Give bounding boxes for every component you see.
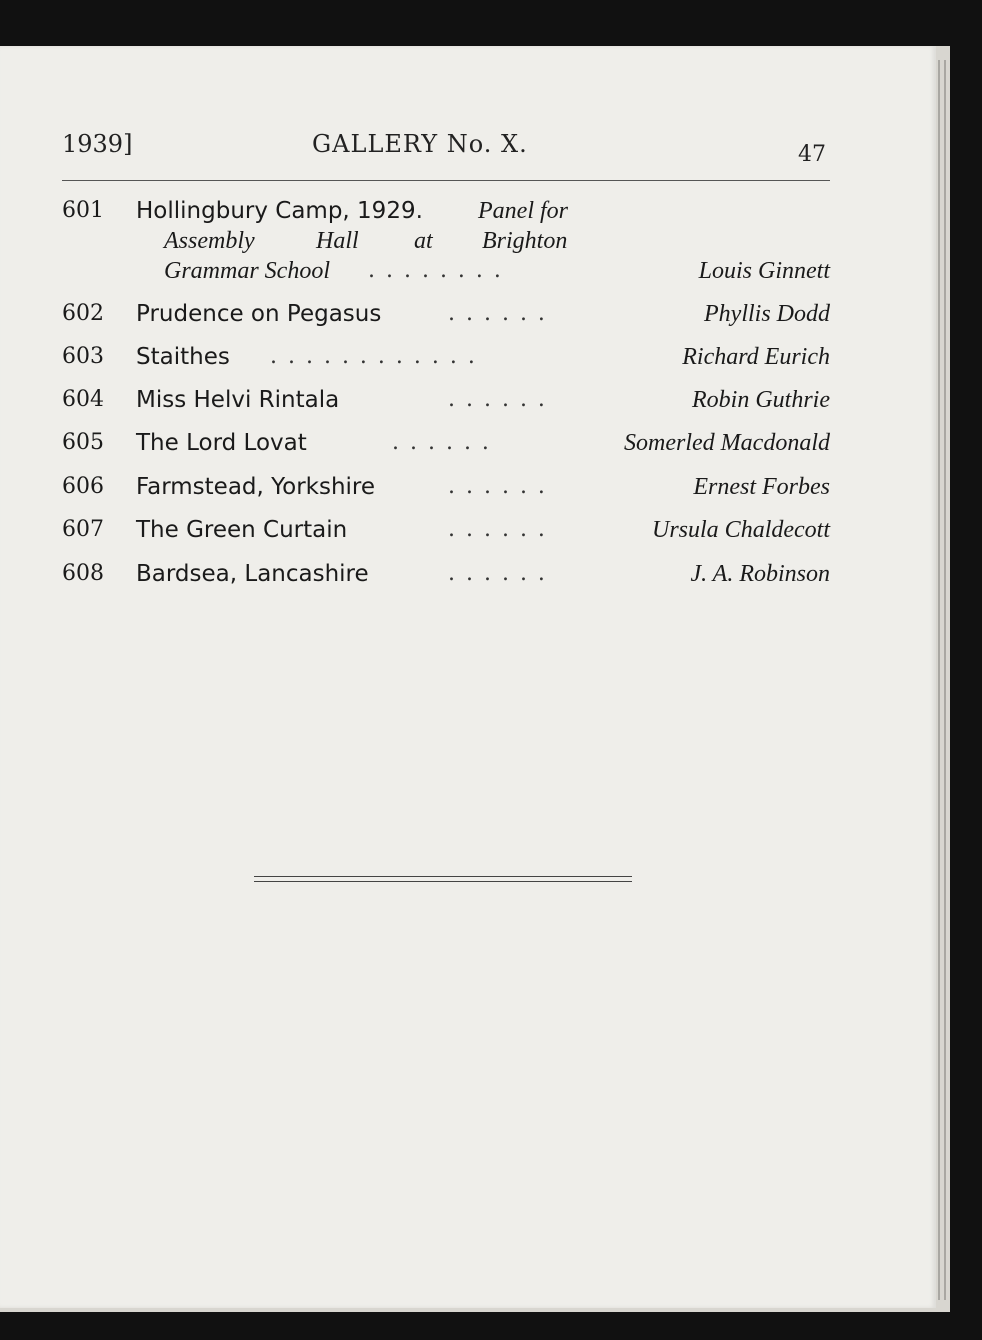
leader-dots: . . . . . . [448, 517, 547, 542]
leader-dots: . . . . . . [448, 387, 547, 412]
entry-number: 606 [62, 474, 104, 499]
entry-title: Staithes [136, 344, 230, 370]
entry-note: at [414, 228, 433, 254]
entry-number: 608 [62, 561, 104, 586]
entry-note: Panel for [478, 198, 568, 224]
entry-title: Hollingbury Camp, 1929. [136, 198, 423, 224]
entry-number: 607 [62, 517, 104, 542]
leader-dots: . . . . . . [448, 561, 547, 586]
page-title: GALLERY No. X. [312, 130, 528, 158]
entry-artist: Ursula Chaldecott [652, 517, 830, 543]
entry-number: 605 [62, 430, 104, 455]
entry-number: 603 [62, 344, 104, 369]
entry-artist: J. A. Robinson [690, 561, 830, 587]
entry-artist: Robin Guthrie [692, 387, 830, 413]
entry-title: Farmstead, Yorkshire [136, 474, 376, 500]
entry-artist: Richard Eurich [682, 344, 830, 370]
leader-dots: . . . . . . [392, 430, 491, 455]
entry-note: Hall [316, 228, 359, 254]
leader-dots: . . . . . . [448, 301, 547, 326]
entry-note: Assembly [164, 228, 255, 254]
entry-note: Grammar School [164, 258, 330, 284]
entry-artist: Louis Ginnett [698, 258, 830, 284]
header-year: 1939] [62, 130, 133, 158]
entry-title: Bardsea, Lancashire [136, 561, 369, 587]
section-end-rule [254, 876, 632, 877]
entry-title: Miss Helvi Rintala [136, 387, 340, 413]
leader-dots: . . . . . . [448, 474, 547, 499]
entry-number: 604 [62, 387, 104, 412]
entry-title: The Green Curtain [136, 517, 348, 543]
entry-artist: Phyllis Dodd [704, 301, 830, 327]
section-end-rule [254, 881, 632, 882]
entry-title: Prudence on Pegasus [136, 301, 382, 327]
leader-dots: . . . . . . . . [368, 258, 503, 283]
entry-artist: Ernest Forbes [693, 474, 830, 500]
page-number: 47 [798, 142, 826, 167]
leader-dots: . . . . . . . . . . . . [270, 344, 477, 369]
entry-number: 602 [62, 301, 104, 326]
entry-artist: Somerled Macdonald [624, 430, 830, 456]
entry-note: Brighton [482, 228, 568, 254]
entry-title: The Lord Lovat [136, 430, 307, 456]
entry-number: 601 [62, 198, 104, 223]
